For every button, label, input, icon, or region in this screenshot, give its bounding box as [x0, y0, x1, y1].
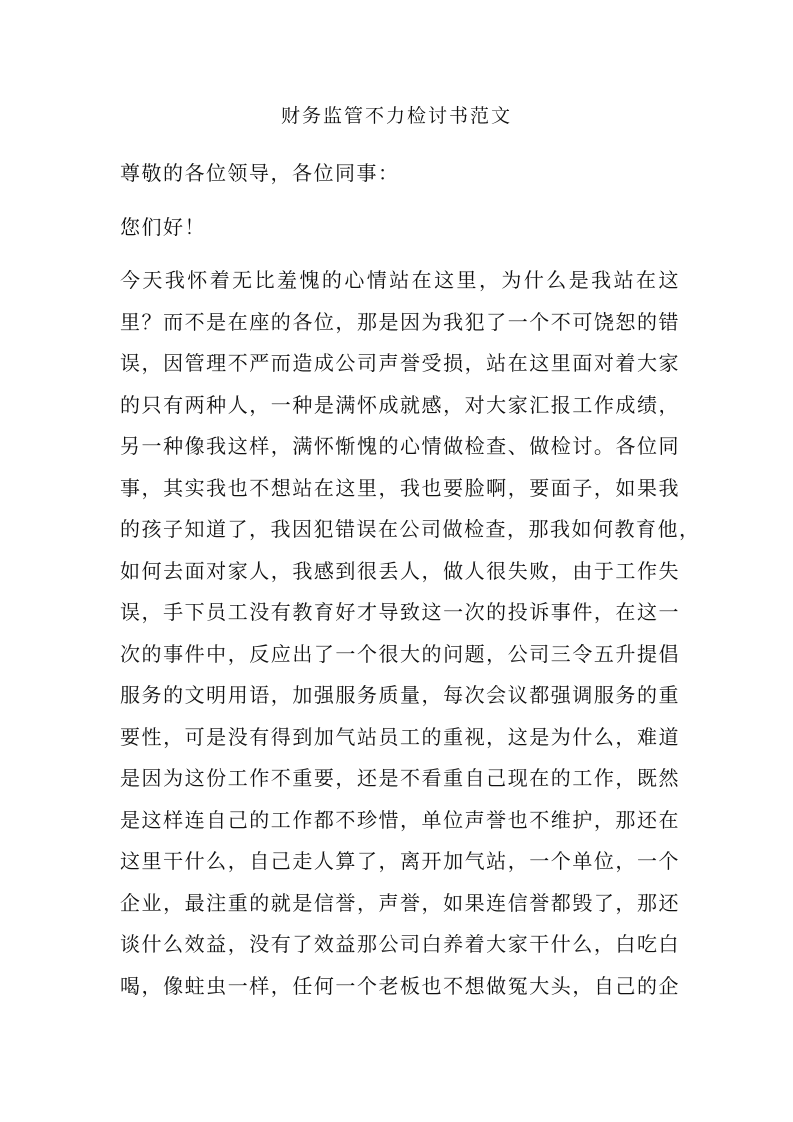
body-line: 喝，像蛀虫一样，任何一个老板也不想做冤大头，自己的企: [120, 973, 680, 998]
body-line: 是这样连自己的工作都不珍惜，单位声誉也不维护，那还在: [120, 807, 680, 832]
body-line: 误，因管理不严而造成公司声誉受损，站在这里面对着大家: [120, 351, 680, 375]
body-line: 次的事件中，反应出了一个很大的问题，公司三令五升提倡: [120, 641, 680, 666]
body-line: 另一种像我这样，满怀惭愧的心情做检查、做检讨。各位同: [120, 434, 680, 458]
body-line: 误，手下员工没有教育好才导致这一次的投诉事件，在这一: [120, 600, 680, 624]
body-line: 企业，最注重的就是信誉，声誉，如果连信誉都毁了，那还: [120, 890, 680, 915]
body-line: 的孩子知道了，我因犯错误在公司做检查，那我如何教育他，: [120, 517, 701, 541]
body-line: 是因为这份工作不重要，还是不看重自己现在的工作，既然: [120, 766, 680, 790]
body-line: 服务的文明用语，加强服务质量，每次会议都强调服务的重: [120, 683, 680, 707]
body-line: 如何去面对家人，我感到很丢人，做人很失败，由于工作失: [120, 558, 680, 583]
body-line: 今天我怀着无比羞愧的心情站在这里，为什么是我站在这: [120, 268, 680, 292]
body-paragraph: [120, 266, 701, 1013]
body-line: 这里干什么，自己走人算了，离开加气站，一个单位，一个: [120, 849, 680, 873]
body-line: 里？而不是在座的各位，那是因为我犯了一个不可饶恕的错: [120, 309, 680, 334]
body-line: 谈什么效益，没有了效益那公司白养着大家干什么，白吃白: [120, 932, 680, 956]
body-line: 事，其实我也不想站在这里，我也要脸啊，要面子，如果我: [120, 475, 680, 500]
document-title: 财务监管不力检讨书范文: [280, 105, 512, 127]
body-line: 要性，可是没有得到加气站员工的重视，这是为什么，难道: [120, 724, 680, 749]
salutation: 尊敬的各位领导，各位同事：: [120, 161, 400, 185]
greeting: 您们好！: [120, 215, 206, 239]
body-line: 的只有两种人，一种是满怀成就感，对大家汇报工作成绩，: [120, 392, 680, 417]
